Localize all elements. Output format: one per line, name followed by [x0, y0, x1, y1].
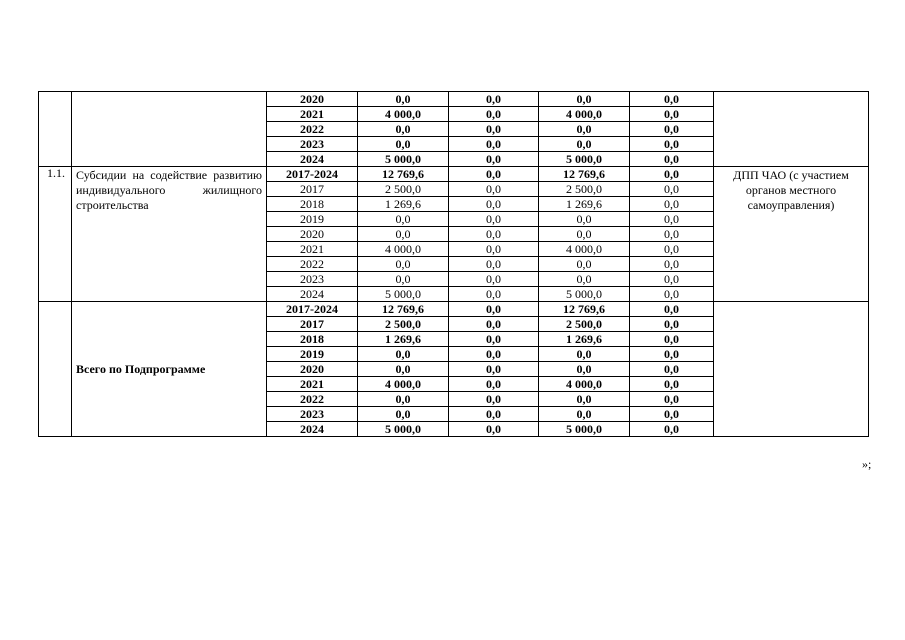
year-cell: 2023 [267, 407, 358, 422]
local-budget-cell: 0,0 [630, 407, 714, 422]
item-name-cell: Всего по Подпрограмме [72, 302, 267, 437]
total-cell: 1 269,6 [358, 197, 449, 212]
total-cell: 4 000,0 [358, 107, 449, 122]
local-budget-cell: 0,0 [630, 287, 714, 302]
regional-budget-cell: 1 269,6 [539, 332, 630, 347]
federal-budget-cell: 0,0 [449, 272, 539, 287]
local-budget-cell: 0,0 [630, 152, 714, 167]
total-cell: 0,0 [358, 92, 449, 107]
year-cell: 2024 [267, 287, 358, 302]
total-cell: 5 000,0 [358, 152, 449, 167]
total-cell: 1 269,6 [358, 332, 449, 347]
regional-budget-cell: 12 769,6 [539, 167, 630, 182]
year-cell: 2023 [267, 272, 358, 287]
regional-budget-cell: 2 500,0 [539, 317, 630, 332]
federal-budget-cell: 0,0 [449, 287, 539, 302]
federal-budget-cell: 0,0 [449, 152, 539, 167]
regional-budget-cell: 5 000,0 [539, 422, 630, 437]
local-budget-cell: 0,0 [630, 137, 714, 152]
year-cell: 2021 [267, 107, 358, 122]
total-cell: 0,0 [358, 392, 449, 407]
regional-budget-cell: 5 000,0 [539, 287, 630, 302]
total-cell: 5 000,0 [358, 287, 449, 302]
item-name-cell [72, 92, 267, 167]
federal-budget-cell: 0,0 [449, 362, 539, 377]
year-cell: 2024 [267, 152, 358, 167]
regional-budget-cell: 0,0 [539, 212, 630, 227]
local-budget-cell: 0,0 [630, 377, 714, 392]
federal-budget-cell: 0,0 [449, 317, 539, 332]
federal-budget-cell: 0,0 [449, 212, 539, 227]
total-cell: 0,0 [358, 257, 449, 272]
federal-budget-cell: 0,0 [449, 167, 539, 182]
regional-budget-cell: 0,0 [539, 227, 630, 242]
regional-budget-cell: 4 000,0 [539, 107, 630, 122]
regional-budget-cell: 2 500,0 [539, 182, 630, 197]
regional-budget-cell: 1 269,6 [539, 197, 630, 212]
total-cell: 0,0 [358, 137, 449, 152]
table-row [39, 302, 869, 317]
total-cell: 2 500,0 [358, 182, 449, 197]
total-cell: 12 769,6 [358, 167, 449, 182]
regional-budget-cell: 0,0 [539, 407, 630, 422]
total-cell: 12 769,6 [358, 302, 449, 317]
federal-budget-cell: 0,0 [449, 107, 539, 122]
total-cell: 2 500,0 [358, 317, 449, 332]
executor-cell: ДПП ЧАО (с участием органов местного самоуправления) [714, 167, 869, 302]
local-budget-cell: 0,0 [630, 212, 714, 227]
year-cell: 2017 [267, 182, 358, 197]
budget-table-body [39, 92, 869, 437]
table-row [39, 167, 869, 182]
local-budget-cell: 0,0 [630, 197, 714, 212]
federal-budget-cell: 0,0 [449, 227, 539, 242]
regional-budget-cell: 4 000,0 [539, 377, 630, 392]
federal-budget-cell: 0,0 [449, 407, 539, 422]
item-name-cell: Субсидии на содействие развитию индивидуального жилищного строительства [72, 167, 267, 302]
federal-budget-cell: 0,0 [449, 377, 539, 392]
year-cell: 2020 [267, 92, 358, 107]
federal-budget-cell: 0,0 [449, 242, 539, 257]
total-cell: 0,0 [358, 227, 449, 242]
year-cell: 2019 [267, 212, 358, 227]
federal-budget-cell: 0,0 [449, 422, 539, 437]
local-budget-cell: 0,0 [630, 167, 714, 182]
local-budget-cell: 0,0 [630, 347, 714, 362]
table-row [39, 92, 869, 107]
regional-budget-cell: 0,0 [539, 347, 630, 362]
year-cell: 2021 [267, 242, 358, 257]
local-budget-cell: 0,0 [630, 122, 714, 137]
regional-budget-cell: 0,0 [539, 272, 630, 287]
year-cell: 2017-2024 [267, 302, 358, 317]
regional-budget-cell: 0,0 [539, 137, 630, 152]
total-cell: 0,0 [358, 362, 449, 377]
executor-cell [714, 92, 869, 167]
year-cell: 2022 [267, 257, 358, 272]
federal-budget-cell: 0,0 [449, 137, 539, 152]
local-budget-cell: 0,0 [630, 227, 714, 242]
regional-budget-cell: 0,0 [539, 92, 630, 107]
regional-budget-cell: 0,0 [539, 362, 630, 377]
total-cell: 0,0 [358, 212, 449, 227]
total-cell: 0,0 [358, 347, 449, 362]
federal-budget-cell: 0,0 [449, 257, 539, 272]
regional-budget-cell: 0,0 [539, 392, 630, 407]
total-cell: 5 000,0 [358, 422, 449, 437]
regional-budget-cell: 5 000,0 [539, 152, 630, 167]
local-budget-cell: 0,0 [630, 317, 714, 332]
year-cell: 2017-2024 [267, 167, 358, 182]
federal-budget-cell: 0,0 [449, 302, 539, 317]
local-budget-cell: 0,0 [630, 302, 714, 317]
regional-budget-cell: 0,0 [539, 257, 630, 272]
subprogram-budget-table [38, 91, 869, 437]
local-budget-cell: 0,0 [630, 362, 714, 377]
year-cell: 2020 [267, 362, 358, 377]
regional-budget-cell: 12 769,6 [539, 302, 630, 317]
local-budget-cell: 0,0 [630, 422, 714, 437]
year-cell: 2020 [267, 227, 358, 242]
year-cell: 2023 [267, 137, 358, 152]
total-cell: 4 000,0 [358, 242, 449, 257]
executor-cell [714, 302, 869, 437]
closing-quote-mark: »; [862, 457, 872, 471]
federal-budget-cell: 0,0 [449, 392, 539, 407]
total-cell: 0,0 [358, 407, 449, 422]
regional-budget-cell: 4 000,0 [539, 242, 630, 257]
local-budget-cell: 0,0 [630, 272, 714, 287]
year-cell: 2021 [267, 377, 358, 392]
item-number-cell: 1.1. [39, 167, 72, 302]
local-budget-cell: 0,0 [630, 107, 714, 122]
local-budget-cell: 0,0 [630, 332, 714, 347]
year-cell: 2022 [267, 122, 358, 137]
federal-budget-cell: 0,0 [449, 197, 539, 212]
year-cell: 2019 [267, 347, 358, 362]
federal-budget-cell: 0,0 [449, 332, 539, 347]
federal-budget-cell: 0,0 [449, 182, 539, 197]
federal-budget-cell: 0,0 [449, 122, 539, 137]
total-cell: 0,0 [358, 272, 449, 287]
regional-budget-cell: 0,0 [539, 122, 630, 137]
local-budget-cell: 0,0 [630, 182, 714, 197]
year-cell: 2018 [267, 197, 358, 212]
item-number-cell [39, 302, 72, 437]
year-cell: 2017 [267, 317, 358, 332]
year-cell: 2022 [267, 392, 358, 407]
local-budget-cell: 0,0 [630, 242, 714, 257]
federal-budget-cell: 0,0 [449, 347, 539, 362]
total-cell: 4 000,0 [358, 377, 449, 392]
local-budget-cell: 0,0 [630, 392, 714, 407]
year-cell: 2024 [267, 422, 358, 437]
year-cell: 2018 [267, 332, 358, 347]
item-number-cell [39, 92, 72, 167]
local-budget-cell: 0,0 [630, 92, 714, 107]
federal-budget-cell: 0,0 [449, 92, 539, 107]
total-cell: 0,0 [358, 122, 449, 137]
local-budget-cell: 0,0 [630, 257, 714, 272]
